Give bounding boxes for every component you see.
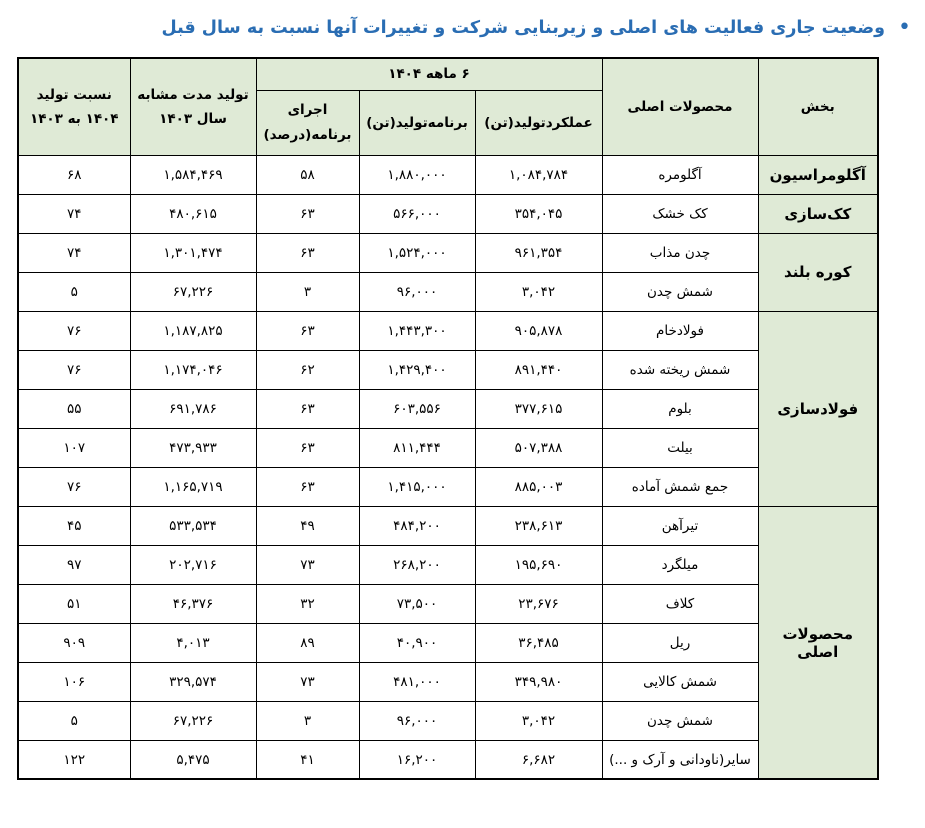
same-period-cell: ۳۲۹,۵۷۴: [130, 662, 256, 701]
actual-cell: ۲۳,۶۷۶: [475, 584, 602, 623]
execution-cell: ۵۸: [256, 155, 359, 194]
same-period-cell: ۶۷,۲۲۶: [130, 272, 256, 311]
plan-cell: ۱,۴۱۵,۰۰۰: [359, 467, 475, 506]
plan-cell: ۴۸۱,۰۰۰: [359, 662, 475, 701]
product-cell: شمش چدن: [602, 701, 758, 740]
actual-cell: ۳۷۷,۶۱۵: [475, 389, 602, 428]
execution-cell: ۷۳: [256, 545, 359, 584]
col-header-section: بخش: [758, 58, 878, 155]
table-row: [18, 545, 878, 584]
plan-cell: ۱,۸۸۰,۰۰۰: [359, 155, 475, 194]
product-cell: کک خشک: [602, 194, 758, 233]
same-period-cell: ۶۷,۲۲۶: [130, 701, 256, 740]
execution-cell: ۴۱: [256, 740, 359, 779]
section-cell: کوره بلند: [758, 233, 878, 311]
same-period-cell: ۱,۱۷۴,۰۴۶: [130, 350, 256, 389]
plan-cell: ۴۸۴,۲۰۰: [359, 506, 475, 545]
plan-cell: ۵۶۶,۰۰۰: [359, 194, 475, 233]
ratio-cell: ۶۸: [18, 155, 130, 194]
execution-cell: ۷۳: [256, 662, 359, 701]
section-cell: محصولات اصلی: [758, 506, 878, 779]
product-cell: شمش کالایی: [602, 662, 758, 701]
actual-cell: ۹۶۱,۳۵۴: [475, 233, 602, 272]
execution-cell: ۸۹: [256, 623, 359, 662]
table-row: [18, 350, 878, 389]
table-row: [18, 311, 878, 350]
plan-cell: ۴۰,۹۰۰: [359, 623, 475, 662]
same-period-cell: ۵۳۳,۵۳۴: [130, 506, 256, 545]
col-header-period-group: ۶ ماهه ۱۴۰۴: [256, 58, 602, 90]
ratio-cell: ۴۵: [18, 506, 130, 545]
actual-cell: ۳,۰۴۲: [475, 701, 602, 740]
section-cell: آگلومراسیون: [758, 155, 878, 194]
execution-cell: ۴۹: [256, 506, 359, 545]
execution-cell: ۶۳: [256, 233, 359, 272]
product-cell: بلوم: [602, 389, 758, 428]
col-header-same-period: تولید مدت مشابه سال ۱۴۰۳: [130, 58, 256, 155]
product-cell: سایر(ناودانی و آرک و ...): [602, 740, 758, 779]
table-row: [18, 506, 878, 545]
product-cell: شمش چدن: [602, 272, 758, 311]
table-body: [18, 155, 878, 779]
actual-cell: ۹۰۵,۸۷۸: [475, 311, 602, 350]
same-period-cell: ۵,۴۷۵: [130, 740, 256, 779]
table-row: [18, 701, 878, 740]
col-header-actual: عملکردتولید(تن): [475, 90, 602, 155]
ratio-cell: ۱۰۷: [18, 428, 130, 467]
ratio-cell: ۱۰۶: [18, 662, 130, 701]
ratio-cell: ۷۶: [18, 467, 130, 506]
table-row: [18, 584, 878, 623]
plan-cell: ۲۶۸,۲۰۰: [359, 545, 475, 584]
same-period-cell: ۶۹۱,۷۸۶: [130, 389, 256, 428]
page-title: وضعیت جاری فعالیت های اصلی و زیربنایی شرکت و تغییرات آنها نسبت به سال قبل: [161, 18, 886, 38]
product-cell: جمع شمش آماده: [602, 467, 758, 506]
execution-cell: ۳: [256, 272, 359, 311]
product-cell: ریل: [602, 623, 758, 662]
table-container: [0, 57, 925, 780]
page-title-row: [0, 0, 925, 57]
table-row: [18, 155, 878, 194]
table-row: [18, 428, 878, 467]
same-period-cell: ۴,۰۱۳: [130, 623, 256, 662]
same-period-cell: ۱,۱۸۷,۸۲۵: [130, 311, 256, 350]
actual-cell: ۳۴۹,۹۸۰: [475, 662, 602, 701]
ratio-cell: ۵: [18, 701, 130, 740]
execution-cell: ۶۳: [256, 311, 359, 350]
plan-cell: ۹۶,۰۰۰: [359, 701, 475, 740]
product-cell: میلگرد: [602, 545, 758, 584]
ratio-cell: ۹۰۹: [18, 623, 130, 662]
actual-cell: ۳۶,۴۸۵: [475, 623, 602, 662]
same-period-cell: ۴۸۰,۶۱۵: [130, 194, 256, 233]
ratio-cell: ۹۷: [18, 545, 130, 584]
same-period-cell: ۴۶,۳۷۶: [130, 584, 256, 623]
actual-cell: ۸۸۵,۰۰۳: [475, 467, 602, 506]
col-header-products: محصولات اصلی: [602, 58, 758, 155]
table-row: [18, 662, 878, 701]
bullet-icon: •: [898, 15, 911, 41]
table-row: [18, 623, 878, 662]
same-period-cell: ۲۰۲,۷۱۶: [130, 545, 256, 584]
same-period-cell: ۱,۵۸۴,۴۶۹: [130, 155, 256, 194]
actual-cell: ۶,۶۸۲: [475, 740, 602, 779]
ratio-cell: ۱۲۲: [18, 740, 130, 779]
product-cell: آگلومره: [602, 155, 758, 194]
ratio-cell: ۵۱: [18, 584, 130, 623]
table-row: [18, 467, 878, 506]
execution-cell: ۳: [256, 701, 359, 740]
section-cell: کک‌سازی: [758, 194, 878, 233]
product-cell: کلاف: [602, 584, 758, 623]
plan-cell: ۱,۵۲۴,۰۰۰: [359, 233, 475, 272]
execution-cell: ۶۳: [256, 428, 359, 467]
ratio-cell: ۷۶: [18, 311, 130, 350]
production-status-table: [17, 57, 879, 780]
actual-cell: ۸۹۱,۴۴۰: [475, 350, 602, 389]
plan-cell: ۶۰۳,۵۵۶: [359, 389, 475, 428]
ratio-cell: ۵۵: [18, 389, 130, 428]
execution-cell: ۶۲: [256, 350, 359, 389]
plan-cell: ۱,۴۲۹,۴۰۰: [359, 350, 475, 389]
actual-cell: ۲۳۸,۶۱۳: [475, 506, 602, 545]
plan-cell: ۸۱۱,۴۴۴: [359, 428, 475, 467]
actual-cell: ۵۰۷,۳۸۸: [475, 428, 602, 467]
actual-cell: ۳,۰۴۲: [475, 272, 602, 311]
col-header-ratio: نسبت تولید ۱۴۰۴ به ۱۴۰۳: [18, 58, 130, 155]
section-cell: فولادسازی: [758, 311, 878, 506]
plan-cell: ۱۶,۲۰۰: [359, 740, 475, 779]
actual-cell: ۱۹۵,۶۹۰: [475, 545, 602, 584]
same-period-cell: ۱,۱۶۵,۷۱۹: [130, 467, 256, 506]
same-period-cell: ۱,۳۰۱,۴۷۴: [130, 233, 256, 272]
actual-cell: ۳۵۴,۰۴۵: [475, 194, 602, 233]
product-cell: چدن مذاب: [602, 233, 758, 272]
col-header-execution: اجرای برنامه(درصد): [256, 90, 359, 155]
actual-cell: ۱,۰۸۴,۷۸۴: [475, 155, 602, 194]
product-cell: بیلت: [602, 428, 758, 467]
header-row-group: [18, 58, 878, 90]
table-row: [18, 233, 878, 272]
plan-cell: ۷۳,۵۰۰: [359, 584, 475, 623]
ratio-cell: ۷۴: [18, 233, 130, 272]
plan-cell: ۱,۴۴۳,۳۰۰: [359, 311, 475, 350]
same-period-cell: ۴۷۳,۹۳۳: [130, 428, 256, 467]
table-row: [18, 740, 878, 779]
product-cell: تیرآهن: [602, 506, 758, 545]
execution-cell: ۶۳: [256, 467, 359, 506]
execution-cell: ۶۳: [256, 194, 359, 233]
plan-cell: ۹۶,۰۰۰: [359, 272, 475, 311]
ratio-cell: ۷۶: [18, 350, 130, 389]
execution-cell: ۶۳: [256, 389, 359, 428]
ratio-cell: ۵: [18, 272, 130, 311]
col-header-plan: برنامه‌تولید(تن): [359, 90, 475, 155]
ratio-cell: ۷۴: [18, 194, 130, 233]
table-header: [18, 58, 878, 155]
product-cell: شمش ریخته شده: [602, 350, 758, 389]
execution-cell: ۳۲: [256, 584, 359, 623]
table-row: [18, 194, 878, 233]
product-cell: فولادخام: [602, 311, 758, 350]
table-row: [18, 389, 878, 428]
table-row: [18, 272, 878, 311]
